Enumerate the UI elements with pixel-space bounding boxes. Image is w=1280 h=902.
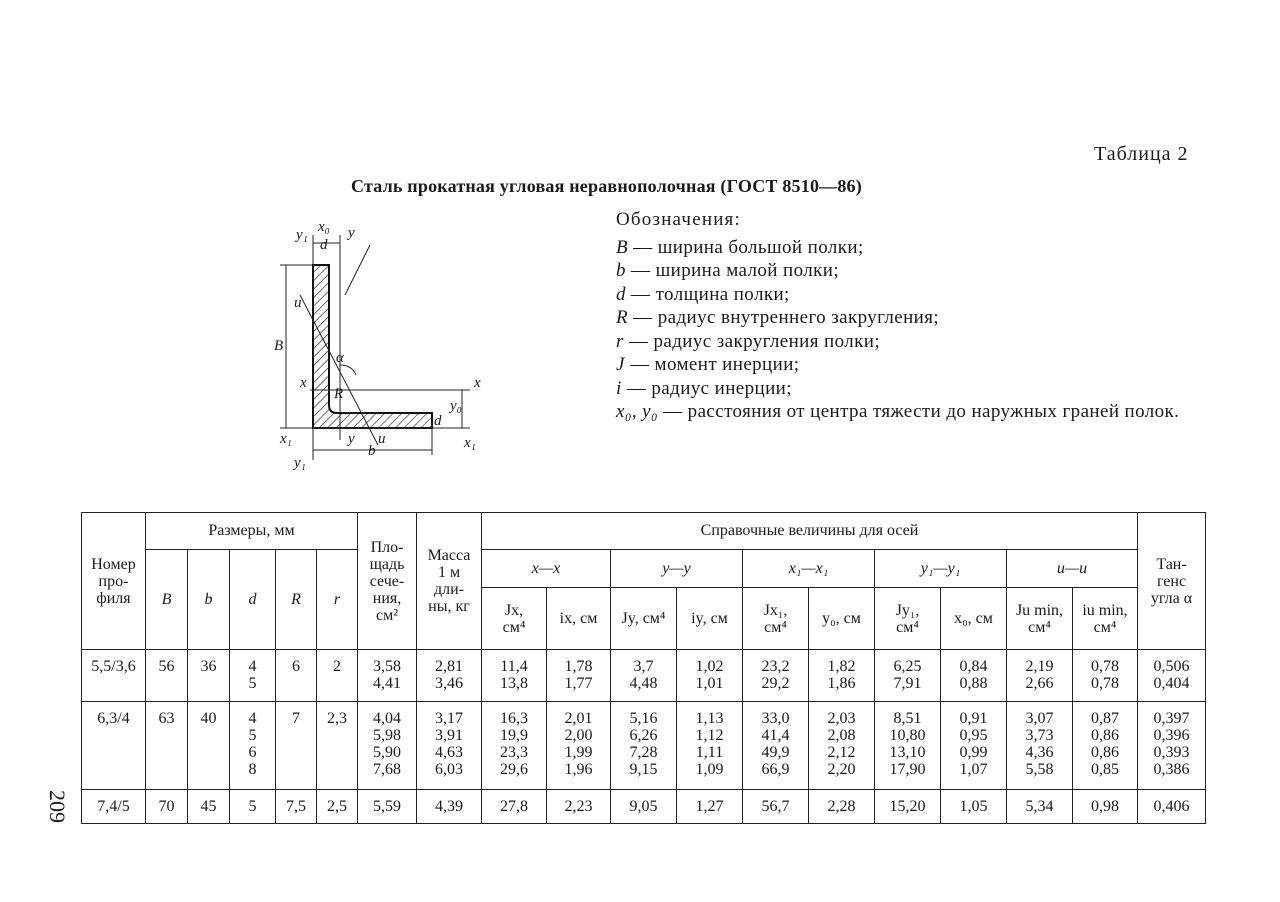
table-row xyxy=(82,790,1206,824)
legend-heading: Обозначения: xyxy=(616,209,741,230)
cell: 0,87 0,86 0,86 0,85 xyxy=(1073,702,1138,790)
y-bottom-label: y xyxy=(348,431,355,447)
header-Jx1: Jx₁, см⁴ xyxy=(743,588,809,650)
header-y0: y₀, см xyxy=(809,588,875,650)
cell: 15,20 xyxy=(875,790,941,824)
y-top-label: y xyxy=(348,225,355,241)
x0-label: x₀ xyxy=(318,219,330,235)
cell: 0,506 0,404 xyxy=(1138,650,1206,702)
legend-symbol: R xyxy=(616,307,629,328)
cell: 27,8 xyxy=(482,790,547,824)
legend-symbol: B xyxy=(616,236,629,258)
table-label: Таблица 2 xyxy=(1094,143,1189,165)
b-label: b xyxy=(368,443,376,459)
header-dim-R: R xyxy=(276,550,317,650)
header-axis-u: u—u xyxy=(1007,550,1138,588)
cell: 1,27 xyxy=(677,790,743,824)
cell: 4 5 xyxy=(230,650,276,702)
legend-text: — радиус закругления полки; xyxy=(623,330,881,352)
cell: 5 xyxy=(230,790,276,824)
header-axis-y1: y₁—y₁ xyxy=(875,550,1007,588)
header-profile: Номер про- филя xyxy=(82,513,146,650)
angle-profile-diagram xyxy=(260,215,500,475)
cell: 0,98 xyxy=(1073,790,1138,824)
legend-symbol: i xyxy=(616,377,622,399)
legend-item xyxy=(616,259,1216,283)
cell: 5,5/3,6 xyxy=(82,650,146,702)
cell: 2,3 xyxy=(317,702,358,790)
cell: 45 xyxy=(188,790,230,824)
table-row xyxy=(82,702,1206,790)
header-dim-B: B xyxy=(146,550,188,650)
legend-item xyxy=(616,400,1201,424)
header-dim-r: r xyxy=(317,550,358,650)
header-dim-d: d xyxy=(230,550,276,650)
x-right-label: x xyxy=(474,375,481,391)
header-Jx: Jx, см⁴ xyxy=(482,588,547,650)
header-axis-x: x—x xyxy=(482,550,611,588)
cell: 2,28 xyxy=(809,790,875,824)
cell: 3,07 3,73 4,36 5,58 xyxy=(1007,702,1073,790)
legend-item xyxy=(616,353,1216,377)
cell: 5,34 xyxy=(1007,790,1073,824)
cell: 7 xyxy=(276,702,317,790)
cell: 0,91 0,95 0,99 1,07 xyxy=(941,702,1007,790)
cell: 2,81 3,46 xyxy=(417,650,482,702)
R-label: R xyxy=(334,386,344,402)
header-tangent: Тан- генс угла α xyxy=(1138,513,1206,650)
cell: 0,84 0,88 xyxy=(941,650,1007,702)
u-label: u xyxy=(294,295,302,311)
header-dims: Размеры, мм xyxy=(146,513,358,550)
cell: 2,01 2,00 1,99 1,96 xyxy=(547,702,611,790)
legend-text: — расстояния от центра тяжести до наружных граней полок. xyxy=(657,401,1180,422)
B-label: B xyxy=(274,338,284,354)
cell: 11,4 13,8 xyxy=(482,650,547,702)
cell: 40 xyxy=(188,702,230,790)
header-Jy1: Jy₁, см⁴ xyxy=(875,588,941,650)
d-top-label: d xyxy=(320,237,328,253)
cell: 16,3 19,9 23,3 29,6 xyxy=(482,702,547,790)
header-axis-y: y—y xyxy=(611,550,743,588)
header-iy: iy, см xyxy=(677,588,743,650)
header-reference: Справочные величины для осей xyxy=(482,513,1138,550)
cell: 3,58 4,41 xyxy=(358,650,417,702)
legend-text: — радиус инерции; xyxy=(621,377,792,399)
cell: 70 xyxy=(146,790,188,824)
cell: 5,16 6,26 7,28 9,15 xyxy=(611,702,677,790)
cell: 33,0 41,4 49,9 66,9 xyxy=(743,702,809,790)
legend-item xyxy=(616,306,1216,330)
legend-text: — радиус внутреннего закругления; xyxy=(628,307,940,328)
cell: 7,4/5 xyxy=(82,790,146,824)
cell: 1,13 1,12 1,11 1,09 xyxy=(677,702,743,790)
u-bottom-label: u xyxy=(378,431,386,447)
cell: 0,406 xyxy=(1138,790,1206,824)
cell: 9,05 xyxy=(611,790,677,824)
cell: 0,78 0,78 xyxy=(1073,650,1138,702)
cell: 2 xyxy=(317,650,358,702)
legend-symbol: b xyxy=(616,260,626,281)
cell: 1,78 1,77 xyxy=(547,650,611,702)
cell: 3,7 4,48 xyxy=(611,650,677,702)
legend-item xyxy=(616,283,1216,307)
header-Jy: Jy, см⁴ xyxy=(611,588,677,650)
x1-label: x₁ xyxy=(280,431,292,447)
cell: 56 xyxy=(146,650,188,702)
cell: 6,3/4 xyxy=(82,702,146,790)
cell: 2,23 xyxy=(547,790,611,824)
steel-angle-table xyxy=(81,512,1206,824)
cell: 4,39 xyxy=(417,790,482,824)
legend xyxy=(616,208,1216,424)
cell: 6,25 7,91 xyxy=(875,650,941,702)
cell: 3,17 3,91 4,63 6,03 xyxy=(417,702,482,790)
legend-text: — момент инерции; xyxy=(624,354,800,375)
header-dim-b: b xyxy=(188,550,230,650)
cell: 2,03 2,08 2,12 2,20 xyxy=(809,702,875,790)
x1-right-label: x₁ xyxy=(464,435,476,451)
page-number: 209 xyxy=(45,790,70,823)
d-right-label: d xyxy=(434,413,442,429)
header-area: Пло- щадь сече- ния, см² xyxy=(358,513,417,650)
cell: 2,5 xyxy=(317,790,358,824)
legend-symbol: x₀, y₀ xyxy=(616,401,658,422)
header-iumin: iu min, см⁴ xyxy=(1073,588,1138,650)
legend-item xyxy=(616,377,1216,401)
legend-item xyxy=(616,330,1216,354)
legend-item xyxy=(616,236,1216,260)
cell: 63 xyxy=(146,702,188,790)
page-title: Сталь прокатная угловая неравнополочная (ГОСТ 8510—86) xyxy=(351,176,862,196)
header-Jumin: Ju min, см⁴ xyxy=(1007,588,1073,650)
cell: 1,02 1,01 xyxy=(677,650,743,702)
cell: 5,59 xyxy=(358,790,417,824)
header-ix: ix, см xyxy=(547,588,611,650)
y0-label: y₀ xyxy=(450,398,462,414)
header-axis-x1: x₁—x₁ xyxy=(743,550,875,588)
cell: 2,19 2,66 xyxy=(1007,650,1073,702)
header-mass: Масса 1 м дли- ны, кг xyxy=(417,513,482,650)
cell: 6 xyxy=(276,650,317,702)
header-x0: x₀, см xyxy=(941,588,1007,650)
legend-symbol: r xyxy=(616,330,624,352)
cell: 1,05 xyxy=(941,790,1007,824)
legend-symbol: J xyxy=(616,354,625,375)
x-label: x xyxy=(300,375,307,391)
cell: 56,7 xyxy=(743,790,809,824)
table-row xyxy=(82,650,1206,702)
legend-text: — ширина малой полки; xyxy=(625,260,839,281)
legend-text: — толщина полки; xyxy=(625,283,790,305)
y1-top-label: y₁ xyxy=(296,227,308,243)
cell: 36 xyxy=(188,650,230,702)
alpha-label: α xyxy=(336,350,344,366)
legend-text: — ширина большой полки; xyxy=(628,236,864,258)
cell: 4 5 6 8 xyxy=(230,702,276,790)
cell: 1,82 1,86 xyxy=(809,650,875,702)
cell: 8,51 10,80 13,10 17,90 xyxy=(875,702,941,790)
cell: 4,04 5,98 5,90 7,68 xyxy=(358,702,417,790)
legend-symbol: d xyxy=(616,283,626,305)
cell: 7,5 xyxy=(276,790,317,824)
y1-bottom-label: y₁ xyxy=(294,455,306,471)
cell: 23,2 29,2 xyxy=(743,650,809,702)
cell: 0,397 0,396 0,393 0,386 xyxy=(1138,702,1206,790)
